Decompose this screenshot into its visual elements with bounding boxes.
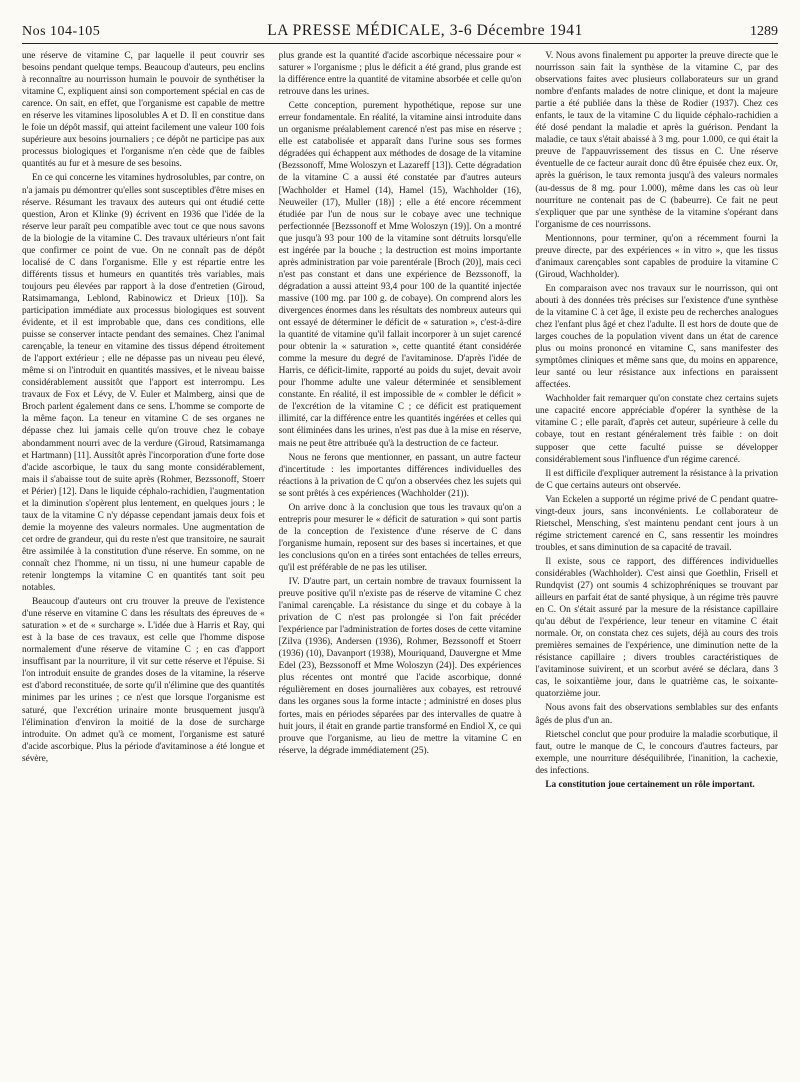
column-left [22,50,265,1070]
paragraph: Il existe, sous ce rapport, des différences individuelles considérables (Wachholder). C'est ainsi que Goethlin, Frisell et Rundqvist (27) ont soumis 4 schizophréniques se trouvant par ailleurs en parfait état de santé physique, à un régime très pauvre en C. On s'était assuré par la mesure de la résistance capillaire qu'au début de l'expérience, leur teneur en vitamine C était normale. Or, on constata chez ces sujets, déjà au cours des trois premières semaines de l'expérience, une diminution nette de la résistance capillaire ; divers troubles caractéristiques de l'avitaminose suivirent, et un scorbut avéré se déclara, dans 3 cas, le soixantième jour, dans le quatrième cas, le soixante-quatorzième jour. [535,556,779,700]
page-number: 1289 [749,24,778,39]
paragraph: En ce qui concerne les vitamines hydrosolubles, par contre, on n'a jamais pu démontrer qu'elles sont susceptibles d'être mises en réserve. Résumant les travaux des auteurs qui ont étudié cette question, Aron et Klinke (9) écrivent en 1936 que l'idée de la réserve leur paraît peu compatible avec tout ce que nous savons de la biologie de la vitamine C. Des travaux ultérieurs n'ont fait que confirmer ce point de vue. On ne connaît pas de dépôt localisé de C dans l'organisme. Elle y est répartie entre les différents tissus et humeurs en quantités très variables, mais toujours peu élevées par rapport à la dose d'entretien (Giroud, Ratsimamanga, Leblond, Rabinowicz et Drieux [10]). Sa participation immédiate aux processus biologiques est souvent évidente, et il est improbable que, dans ces conditions, elle puisse se conserver intacte pendant des semaines. Chez l'animal carençable, la teneur en vitamine des tissus dépend étroitement de l'apport extérieur ; elle ne dépasse pas un niveau peu élevé, même si on l'introduit en quantités massives, et le niveau baisse considérablement aussitôt que l'apport est interrompu. Les travaux de Fox et Lévy, de V. Euler et Malmberg, ainsi que de Broch parlent également dans ce sens. L'homme se comporte de la même façon. La teneur en vitamine C de ses organes ne dépasse chez lui jamais celle qu'on trouve chez le cobaye abondamment nourri avec de la verdure (Giroud, Ratsimamanga et Hartmann) [11]. Aussitôt après l'incorporation d'une forte dose d'acide ascorbique, le taux du sang monte considérablement, mais il s'abaisse tout de suite après (Rohmer, Bezssonoff, Stoerr et Périer) [12]. Dans le liquide céphalo-rachidien, l'augmentation et la diminution s'opèrent plus lentement, en quelques jours ; le taux de la vitamine C n'y dépasse cependant jamais deux fois et demie la moyenne des valeurs normales. Une augmentation de cet ordre de grandeur, qui du reste n'est que transitoire, ne saurait être assimilée à la constitution d'une réserve. En somme, on ne connaît chez l'homme, ni un tissu, ni une humeur capable de retenir longtemps la vitamine C en quantités tant soit peu notables. [22,173,265,594]
paragraph: Beaucoup d'auteurs ont cru trouver la preuve de l'existence d'une réserve en vitamine C dans les résultats des épreuves de « saturation » et de « surcharge ». L'idée due à Harris et Ray, qui est à la base de ces travaux, est celle que l'homme dispose normalement d'une réserve de vitamine C ; en cas d'apport insuffisant par la nourriture, il vit sur cette réserve et l'épuise. Si l'on introduit ensuite de grandes doses de la vitamine, la réserve est d'abord reconstituée, de sorte qu'il n'élimine que des quantités minimes par les urines ; ce n'est que lorsque l'organisme est saturé, que l'excrétion urinaire monte brusquement jusqu'à l'élimination d'environ la moitié de la dose de surcharge introduite. On admet qu'à ce moment, l'organisme est saturé d'acide ascorbique. Plus la période d'avitaminose a été longue et sévère, [22,597,265,764]
paragraph: une réserve de vitamine C, par laquelle il peut couvrir ses besoins pendant quelque temps. Beaucoup d'auteurs, peu enclins à reconnaître au nourrisson humain le pouvoir de synthétiser la vitamine C, expliquent ainsi son comportement spécial en cas de carence. On sait, en effet, que l'organisme est capable de mettre en réserve les vitamines liposolubles A et D. Il en constitue dans le foie un dépôt massif, qui atteint facilement une valeur 100 fois supérieure aux besoins journaliers ; ce dépôt ne participe pas aux processus biologiques et l'organisme n'en cède que de faibles quantités au fur et à mesure de ses besoins. [22,51,265,170]
paragraph: En comparaison avec nos travaux sur le nourrisson, qui ont abouti à des données très précises sur l'existence d'une synthèse de la vitamine C à cet âge, il existe peu de recherches analogues chez l'enfant plus âgé et chez l'adulte. Il est hors de doute que de larges couches de la population vivent dans un état de carence plus ou moins prononcé en vitamine C, sans manifester des symptômes cliniques et même sans que, du moins en apparence, leur santé ou leur résistance aux infections en paraissent affectées. [535,283,779,391]
paragraph: Wachholder fait remarquer qu'on constate chez certains sujets une capacité encore appréciable d'opérer la synthèse de la vitamine C ; elle paraît, d'après cet auteur, supérieure à celle du cobaye, tout en restant généralement très faible : on doit supposer que cette faculté puisse se développer considérablement sous l'influence d'un régime carencé. [535,394,779,465]
paragraph: Il est difficile d'expliquer autrement la résistance à la privation de C que certains auteurs ont observée. [535,468,779,491]
paragraph: Van Eckelen a supporté un régime privé de C pendant quatre-vingt-deux jours, sans inconvénients. Le collaborateur de Rietschel, Mensching, s'est maintenu pendant cent jours à un régime strictement carencé en C, sans ressentir les moindres troubles, et sans diminution de sa capacité de travail. [535,494,779,553]
paragraph: Mentionnons, pour terminer, qu'on a récemment fourni la preuve directe, par des expériences « in vitro », que les tissus d'animaux carençables sont capables de produire la vitamine C (Giroud, Wachholder). [535,233,779,280]
column-middle [279,50,522,1070]
paragraph: V. Nous avons finalement pu apporter la preuve directe que le nourrisson sain fait la synthèse de la vitamine C, par des observations faites avec plusieurs collaborateurs sur un grand nombre d'enfants malades de notre clinique, et dont la majeure partie a été publiée dans la thèse de Rodier (1937). Chez ces enfants, le taux de la vitamine C du liquide céphalo-rachidien a été dosé pendant la maladie et après la guérison. Pendant la maladie, ce taux s'était abaissé à 3 mg. pour 1.000, ce qui était la preuve de l'appauvrissement des tissus en C. Une réserve éventuelle de ce facteur aurait donc dû être épuisée chez eux. Or, après la guérison, le taux remonta jusqu'à des valeurs normales (au-dessus de 8 mg. pour 1.000), même dans les cas où leur nourriture ne contenait pas de C (babeurre). Ce fait ne peut s'expliquer que par une synthèse de la vitamine s'opérant dans l'organisme de ces nourrissons. [535,51,779,230]
paragraph: Rietschel conclut que pour produire la maladie scorbutique, il faut, outre le manque de C, le concours d'autres facteurs, par exemple, une nourriture déséquilibrée, l'inanition, la cachexie, des infections. [535,729,779,776]
paragraph: La constitution joue certainement un rôle important. [545,779,755,790]
paragraph: Nous avons fait des observations semblables sur des enfants âgés de plus d'un an. [535,703,779,726]
column-right [535,50,778,1070]
issue-numbers: Nos 104-105 [22,24,101,39]
paragraph: plus grande est la quantité d'acide ascorbique nécessaire pour « saturer » l'organisme ; plus le déficit a été grand, plus grande est la différence entre la quantité de vitamine absorbée et celle qu'on retrouve dans les urines. [278,51,522,98]
paragraph: Nous ne ferons que mentionner, en passant, un autre facteur d'incertitude : les importantes différences individuelles des réactions à la privation de C qu'on a observées chez les sujets qui se sont prêtés à ces expériences (Wachholder (21)). [278,452,522,499]
page-header [22,14,778,44]
text-columns [22,50,778,1070]
paragraph: IV. D'autre part, un certain nombre de travaux fournissent la preuve positive qu'il n'existe pas de réserve de vitamine C chez l'animal carençable. La résistance du singe et du cobaye à la privation de C n'est pas prolongée si l'on fait précéder l'expérience par l'administration de fortes doses de cette vitamine [Zilva (1936), Andersen (1936), Rohmer, Bezssonoff et Stoerr (1936) (10), Davanport (1938), Mouriquand, Dauvergne et Mme Edel (23), Bezssonoff et Mme Woloszyn (24)]. Des expériences plus récentes ont montré que l'acide ascorbique, donné régulièrement en doses journalières aux cobayes, est retrouvé dans les organes sous la forme intacte ; administré en doses plus fortes, mais en périodes séparées par des intervalles de quatre à huit jours, il était en grande partie transformé en Endiol X, ce qui prouve que l'organisme, au lieu de mettre la vitamine C en réserve, la dégrade immédiatement (25). [278,577,522,756]
journal-title: LA PRESSE MÉDICALE, 3-6 Décembre 1941 [267,22,584,39]
paragraph: On arrive donc à la conclusion que tous les travaux qu'on a entrepris pour mesurer le « déficit de saturation » qui sont partis de la conception de l'existence d'une réserve de C dans l'organisme humain, reposent sur des bases si incertaines, et que les conclusions qu'on en a tirées sont entachées de telles erreurs, qu'il est préférable de ne pas les utiliser. [278,502,522,573]
paragraph: Cette conception, purement hypothétique, repose sur une erreur fondamentale. En réalité, la vitamine ainsi introduite dans un organisme préalablement carencé n'est pas mise en réserve ; elle est catabolisée et apparaît dans l'urine sous ses formes dégradées qui échappent aux méthodes de dosage de la vitamine (Bezssonoff, Mme Woloszyn et Lazareff [13]). Cette dégradation de la vitamine C a aussi été constatée par d'autres auteurs [Wachholder et Hamel (14), Hamel (15), Wachholder (16), Neuweiler (17), Muller (18)] ; elle a été encore récemment étudiée par l'un de nous sur le cobaye avec une technique perfectionnée [Bezssonoff et Mme Woloszyn (19)]. On a montré que jusqu'à 93 pour 100 de la vitamine sont détruits lorsqu'elle est ingérée par la bouche ; la destruction est moins importante après administration par voie parentérale [Broch (20)], mais ceci n'est pas constant et dans une expérience de Bezssonoff, la dégradation a aussi atteint 93,4 pour 100 de la quantité injectée massive (100 mg. par 100 g. de cobaye). On comprend alors les divergences énormes dans les résultats des nombreux auteurs qui ont essayé de déterminer le déficit de « saturation », c'est-à-dire la quantité de vitamine qu'il fallait incorporer à un sujet carencé pour obtenir la « saturation », cette quantité étant considérée comme la mesure du degré de l'avitaminose. D'après l'idée de Harris, ce déficit-limite, rapporté au poids du sujet, devait avoir pour l'homme adulte une valeur déterminée et sensiblement constante. En réalité, il est impossible de « combler le déficit » de l'excrétion de la vitamine C ; ce déficit est pratiquement illimité, car la différence entre les quantités ingérées et celles qui sont éliminées dans les urines, n'est pas due à la mise en réserve, mais ne peut être attribuée qu'à la destruction de ce facteur. [278,101,522,449]
